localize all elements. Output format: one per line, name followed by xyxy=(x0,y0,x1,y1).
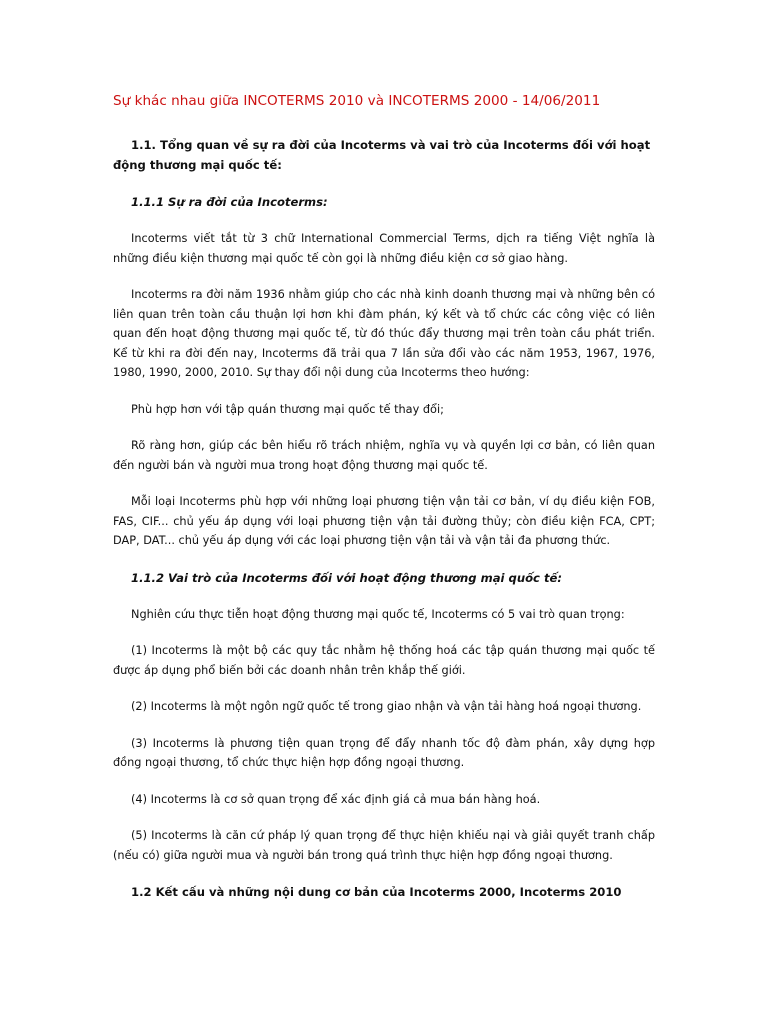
paragraph-roles-intro: Nghiên cứu thực tiễn hoạt động thương mại quốc tế, Incoterms có 5 vai trò quan trọng: xyxy=(131,607,625,621)
section-heading-1-2: 1.2 Kết cấu và những nội dung cơ bản của Incoterms 2000, Incoterms 2010 xyxy=(131,885,622,899)
paragraph-role-3: (3) Incoterms là phương tiện quan trọng để đẩy nhanh tốc độ đàm phán, xây dựng hợp đồng ngoại thương, tổ chức thực hiện hợp đồng ngoại thương. xyxy=(113,736,655,769)
document-title: Sự khác nhau giữa INCOTERMS 2010 và INCOTERMS 2000 - 14/06/2011 xyxy=(113,93,601,109)
paragraph-role-1: (1) Incoterms là một bộ các quy tắc nhằm hệ thống hoá các tập quán thương mại quốc tế được áp dụng phổ biến bởi các doanh nhân trên khắp thế giới. xyxy=(113,644,655,677)
paragraph-role-5: (5) Incoterms là căn cứ pháp lý quan trọng để thực hiện khiếu nại và giải quyết tranh chấp (nếu có) giữa người mua và người bán trong quá trình thực hiện hợp đồng ngoại thương. xyxy=(113,829,655,862)
paragraph-change-direction-1: Phù hợp hơn với tập quán thương mại quốc tế thay đổi; xyxy=(131,402,444,416)
paragraph-transport-modes: Mỗi loại Incoterms phù hợp với những loại phương tiện vận tải cơ bản, ví dụ điều kiện FOB, FAS, CIF... chủ yếu áp dụng với loại phương tiện vận tải đường thủy; còn điều kiện FCA, CPT; DAP, DAT... chủ yếu áp dụng với các loại phương tiện vận tải và vận tải đa phương thức. xyxy=(113,495,655,547)
paragraph-incoterms-history: Incoterms ra đời năm 1936 nhằm giúp cho các nhà kinh doanh thương mại và những bên có liên quan trên toàn cầu thuận lợi hơn khi đàm phán, ký kết và tổ chức các công việc có liên quan đến hoạt động thương mại quốc tế, từ đó thúc đẩy thương mại trên toàn cầu phát triển. Kể từ khi ra đời đến nay, Incoterms đã trải qua 7 lần sửa đổi vào các năm 1953, 1967, 1976, 1980, 1990, 2000, 2010. Sự thay đổi nội dung của Incoterms theo hướng: xyxy=(113,288,655,379)
paragraph-incoterms-definition: Incoterms viết tắt từ 3 chữ International Commercial Terms, dịch ra tiếng Việt nghĩa là những điều kiện thương mại quốc tế còn gọi là những điều kiện cơ sở giao hàng. xyxy=(113,232,655,265)
paragraph-change-direction-2: Rõ ràng hơn, giúp các bên hiểu rõ trách nhiệm, nghĩa vụ và quyền lợi cơ bản, có liên quan đến người bán và người mua trong hoạt động thương mại quốc tế. xyxy=(113,439,655,472)
section-heading-1-1: 1.1. Tổng quan về sự ra đời của Incoterms và vai trò của Incoterms đối với hoạt động thương mại quốc tế: xyxy=(113,138,651,172)
paragraph-role-4: (4) Incoterms là cơ sở quan trọng để xác định giá cả mua bán hàng hoá. xyxy=(131,792,541,806)
paragraph-role-2: (2) Incoterms là một ngôn ngữ quốc tế trong giao nhận và vận tải hàng hoá ngoại thương. xyxy=(131,700,642,713)
section-heading-1-1-1: 1.1.1 Sự ra đời của Incoterms: xyxy=(131,195,328,209)
section-heading-1-1-2: 1.1.2 Vai trò của Incoterms đối với hoạt động thương mại quốc tế: xyxy=(131,570,563,585)
